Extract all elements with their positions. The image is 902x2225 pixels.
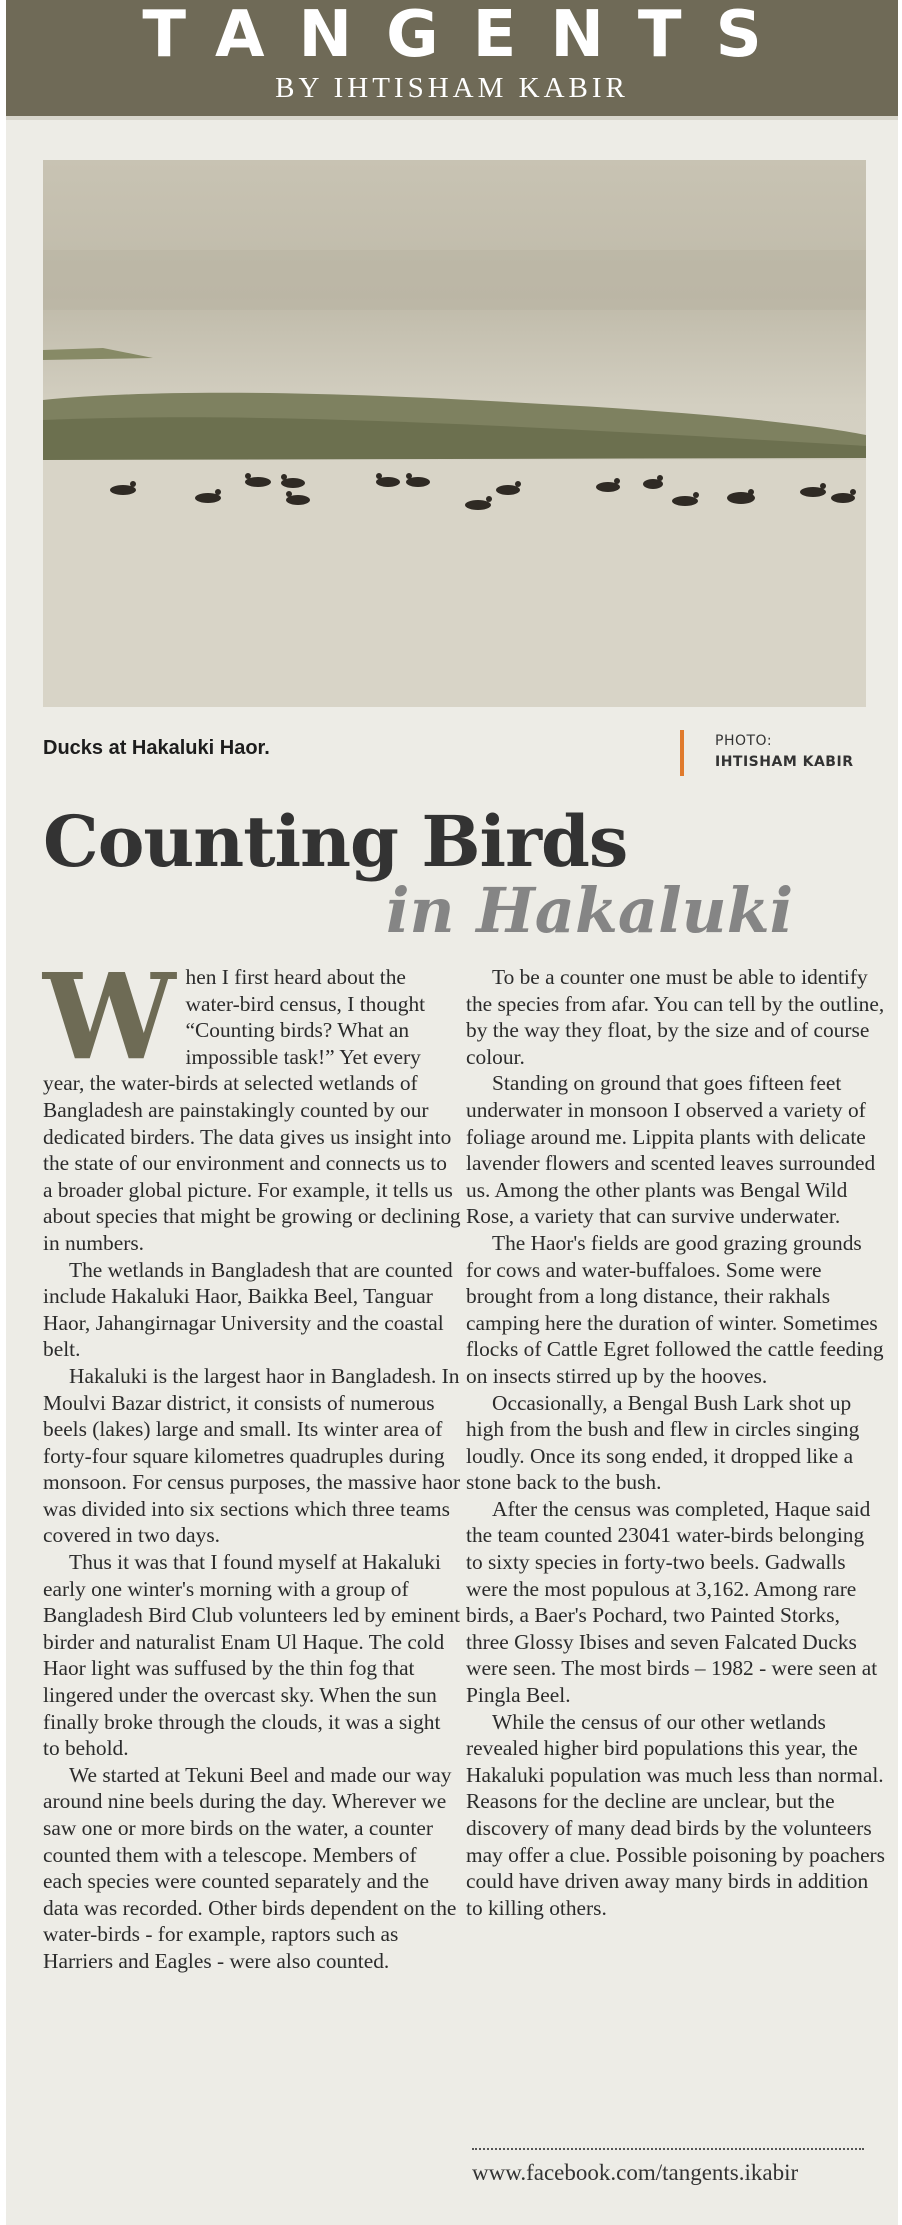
article-paragraph: The wetlands in Bangladesh that are counted include Hakaluki Haor, Baikka Beel, Tanguar Haor, Jahangirnagar University and the coastal belt.	[43, 1257, 453, 1362]
article-paragraph: While the census of our other wetlands revealed higher bird populations this year, the Hakaluki population was much less than normal. Reasons for the decline are unclear, but the discovery of many dead birds by the volunteers may offer a clue. Possible poisoning by poachers could have driven away many birds in addition to killing others.	[466, 1709, 886, 1920]
ducks-photo	[43, 160, 866, 707]
article-paragraph: When I first heard about the water-bird census, I thought “Counting birds? What an impossible task!” Yet every year, the water-birds at selected wetlands of Bangladesh are painstakingly counted by our dedicated birders. The data gives us insight into the state of our environment and connects us to a broader global picture. For example, it tells us about species that might be growing or declining in numbers.	[43, 947, 461, 1255]
article-paragraph: To be a counter one must be able to identify the species from afar. You can tell by the outline, by the way they float, by the size and of course colour.	[466, 965, 885, 1069]
article-paragraph: The Haor's fields are good grazing grounds for cows and water-buffaloes. Some were brought from a long distance, their rakhals camping here the duration of winter. Sometimes flocks of Cattle Egret followed the cattle feeding on insects stirred up by the hooves.	[466, 1230, 884, 1388]
article-paragraph: Standing on ground that goes fifteen feet underwater in monsoon I observed a variety of foliage around me. Lippita plants with delicate lavender flowers and scented leaves surrounded us. Among the other plants was Bengal Wild Rose, a variety that can survive underwater.	[466, 1071, 876, 1229]
newspaper-page	[6, 0, 898, 2225]
photo-credit-label: PHOTO:	[715, 733, 773, 749]
photo-caption: Ducks at Hakaluki Haor.	[43, 737, 270, 759]
photo-credit-name: IHTISHAM KABIR	[715, 754, 854, 770]
masthead-divider	[6, 116, 898, 120]
drop-cap: W	[43, 947, 176, 1086]
article-paragraph: Hakaluki is the largest haor in Bangladesh. In Moulvi Bazar district, it consists of numerous beels (lakes) large and small. Its winter area of forty-four square kilometres quadruples during monsoon. For census purposes, the massive haor was divided into six sections which three teams covered in two days.	[43, 1363, 461, 1548]
article-paragraph: After the census was completed, Haque said the team counted 23041 water-birds belonging to sixty species in forty-two beels. Gadwalls were the most populous at 3,162. Among rare birds, a Baer's Pochard, two Painted Storks, three Glossy Ibises and seven Falcated Ducks were seen. The most birds – 1982 - were seen at Pingla Beel.	[466, 1496, 878, 1708]
masthead	[6, 0, 898, 116]
article-column-left	[43, 947, 461, 1975]
credit-accent-bar	[680, 730, 684, 776]
article-paragraph: Thus it was that I found myself at Hakaluki early one winter's morning with a group of Bangladesh Bird Club volunteers led by eminent birder and naturalist Enam Ul Haque. The cold Haor light was suffused by the thin fog that lingered under the overcast sky. When the sun finally broke through the clouds, it was a sight to behold.	[43, 1550, 461, 1761]
article-paragraph: Occasionally, a Bengal Bush Lark shot up high from the bush and flew in circles singing loudly. Once its song ended, it dropped like a stone back to the bush.	[466, 1390, 860, 1495]
column-title: TANGENTS	[142, 0, 796, 72]
article-subheadline: in Hakaluki	[386, 874, 794, 947]
article-paragraph: We started at Tekuni Beel and made our way around nine beels during the day. Wherever we saw one or more birds on the water, a counter counted them with a telescope. Members of each species were counted separately and the data was recorded. Other birds dependent on the water-birds - for example, raptors such as Harriers and Eagles - were also counted.	[43, 1762, 457, 1973]
column-byline: BY IHTISHAM KABIR	[275, 72, 629, 104]
footer-divider	[472, 2148, 864, 2150]
article-column-right	[466, 964, 886, 1921]
facebook-link[interactable]: www.facebook.com/tangents.ikabir	[472, 2160, 799, 2185]
article-headline: Counting Birds	[43, 800, 628, 883]
